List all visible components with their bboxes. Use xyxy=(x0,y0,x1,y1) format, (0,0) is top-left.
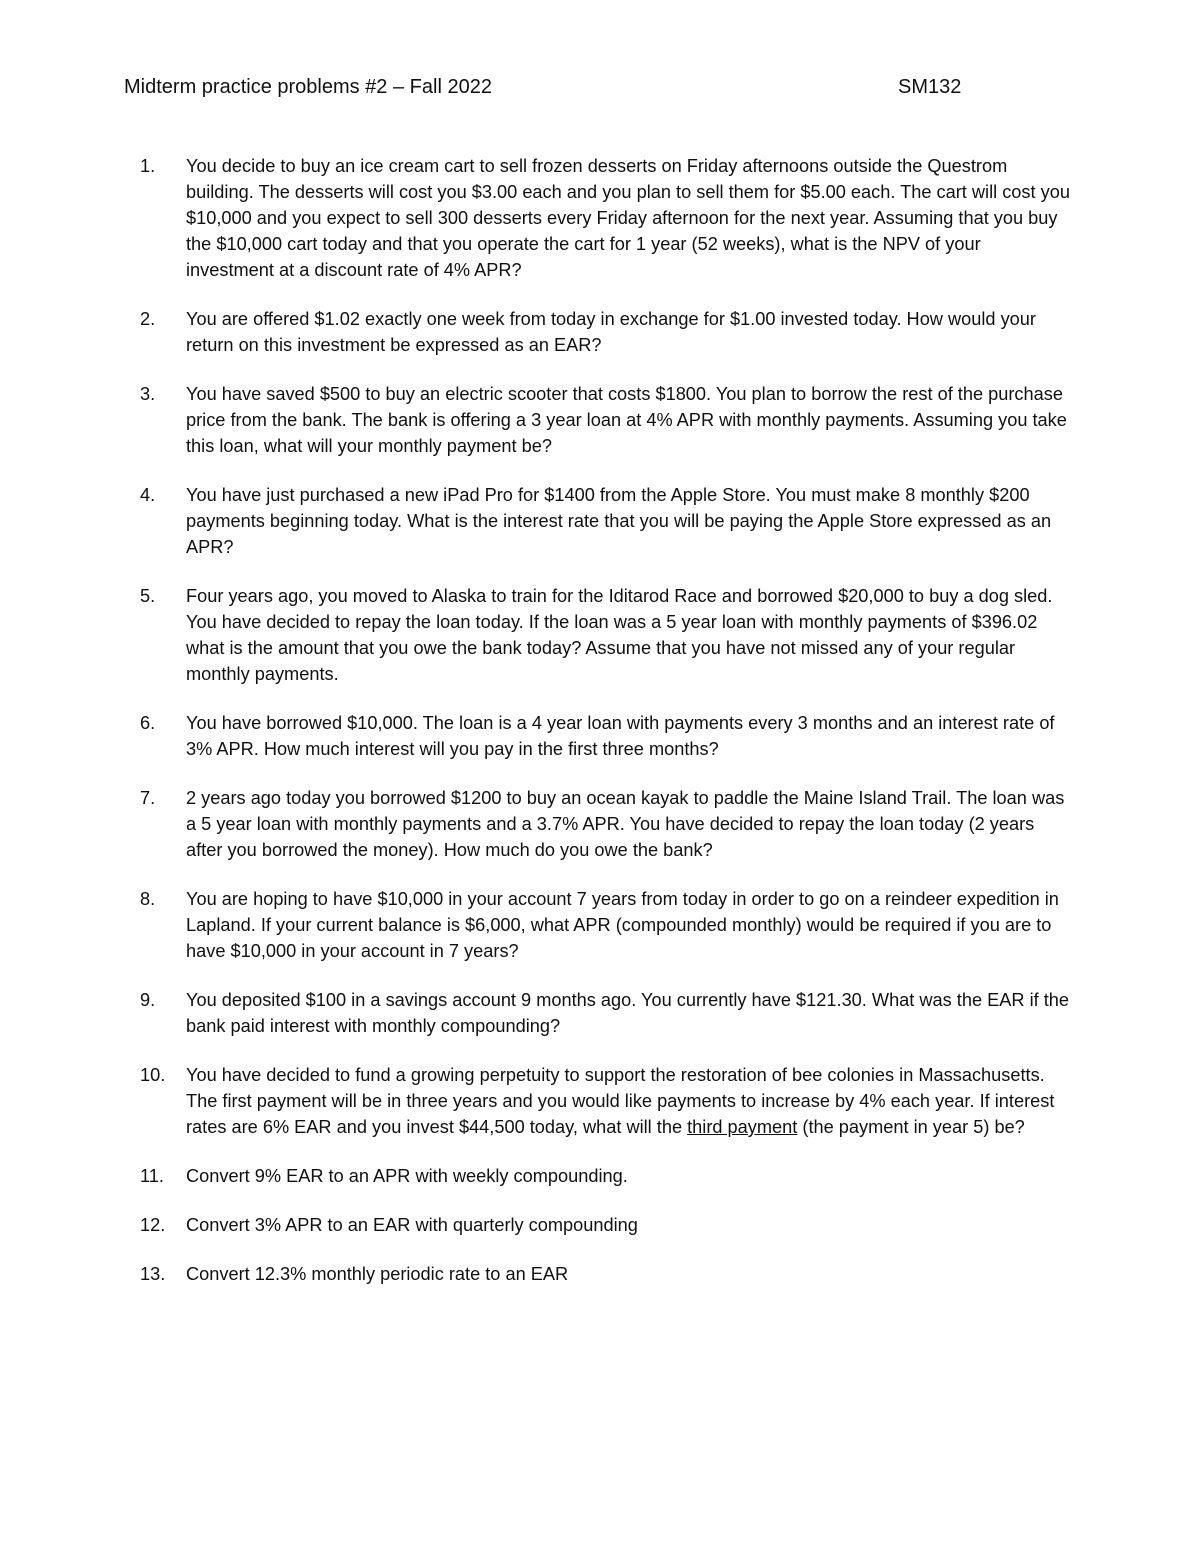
underlined-phrase: third payment xyxy=(687,1117,798,1137)
problem-12 xyxy=(140,1212,1070,1238)
problem-number: 10. xyxy=(140,1065,166,1085)
problem-number: 2. xyxy=(140,309,156,329)
problem-number: 6. xyxy=(140,713,156,733)
problem-6 xyxy=(140,710,1070,762)
problem-10 xyxy=(140,1062,1070,1140)
problem-1 xyxy=(140,153,1070,283)
problem-number: 3. xyxy=(140,384,156,404)
problem-list xyxy=(140,153,1070,1310)
problem-3 xyxy=(140,381,1070,459)
course-code: SM132 xyxy=(898,76,962,98)
problem-number: 8. xyxy=(140,889,156,909)
problem-text: You are offered $1.02 exactly one week from today in exchange for $1.00 invested today. How would your return on this investment be expressed as an EAR? xyxy=(186,309,1036,355)
problem-text: Convert 3% APR to an EAR with quarterly compounding xyxy=(186,1215,638,1235)
problem-number: 12. xyxy=(140,1215,166,1235)
problem-text: You have borrowed $10,000. The loan is a 4 year loan with payments every 3 months and an interest rate of 3% APR. How much interest will you pay in the first three months? xyxy=(186,713,1055,759)
problem-text: You have saved $500 to buy an electric scooter that costs $1800. You plan to borrow the rest of the purchase price from the bank. The bank is offering a 3 year loan at 4% APR with monthly payments. Assuming you take this loan, what will your monthly payment be? xyxy=(186,384,1067,456)
problem-text: You are hoping to have $10,000 in your account 7 years from today in order to go on a reindeer expedition in Lapland. If your current balance is $6,000, what APR (compounded monthly) would be required if you are to have $10,000 in your account in 7 years? xyxy=(186,889,1059,961)
problem-text: You decide to buy an ice cream cart to sell frozen desserts on Friday afternoons outside the Questrom building. The desserts will cost you $3.00 each and you plan to sell them for $5.00 each. The cart will cost you $10,000 and you expect to sell 300 desserts every Friday afternoon for the next year. Assuming that you buy the $10,000 cart today and that you operate the cart for 1 year (52 weeks), what is the NPV of your investment at a discount rate of 4% APR? xyxy=(186,156,1070,280)
problem-text: Convert 12.3% monthly periodic rate to an EAR xyxy=(186,1264,569,1284)
problem-number: 1. xyxy=(140,156,156,176)
problem-number: 5. xyxy=(140,586,156,606)
problem-5 xyxy=(140,583,1070,687)
page-header xyxy=(124,74,964,104)
problem-text-after: (the payment in year 5) be? xyxy=(797,1117,1025,1137)
problem-number: 11. xyxy=(140,1166,164,1186)
problem-text: 2 years ago today you borrowed $1200 to buy an ocean kayak to paddle the Maine Island Trail. The loan was a 5 year loan with monthly payments and a 3.7% APR. You have decided to repay the loan today (2 years after you borrowed the money). How much do you owe the bank? xyxy=(186,788,1065,860)
problem-text: You deposited $100 in a savings account 9 months ago. You currently have $121.30. What was the EAR if the bank paid interest with monthly compounding? xyxy=(186,990,1070,1036)
problem-text-before: You have decided to fund a growing perpetuity to support the restoration of bee colonies in Massachusetts. The first payment will be in three years and you would like payments to increase by 4% each year. If interest rates are 6% EAR and you invest $44,500 today, what will the xyxy=(186,1065,1055,1137)
problem-number: 4. xyxy=(140,485,156,505)
problem-text: You have just purchased a new iPad Pro for $1400 from the Apple Store. You must make 8 monthly $200 payments beginning today. What is the interest rate that you will be paying the Apple Store expressed as an APR? xyxy=(186,485,1052,557)
problem-text: Four years ago, you moved to Alaska to train for the Iditarod Race and borrowed $20,000 to buy a dog sled. You have decided to repay the loan today. If the loan was a 5 year loan with monthly payments of $396.02 what is the amount that you owe the bank today? Assume that you have not missed any of your regular monthly payments. xyxy=(186,586,1053,684)
problem-4 xyxy=(140,482,1070,560)
problem-2 xyxy=(140,306,1070,358)
problem-7 xyxy=(140,785,1070,863)
problem-text: Convert 9% EAR to an APR with weekly compounding. xyxy=(186,1166,628,1186)
problem-number: 13. xyxy=(140,1264,166,1284)
problem-11 xyxy=(140,1163,1070,1189)
problem-number: 7. xyxy=(140,788,156,808)
problem-number: 9. xyxy=(140,990,156,1010)
document-title: Midterm practice problems #2 – Fall 2022 xyxy=(124,76,492,98)
problem-8 xyxy=(140,886,1070,964)
problem-13 xyxy=(140,1261,1070,1287)
problem-9 xyxy=(140,987,1070,1039)
problem-text xyxy=(186,1062,1070,1140)
